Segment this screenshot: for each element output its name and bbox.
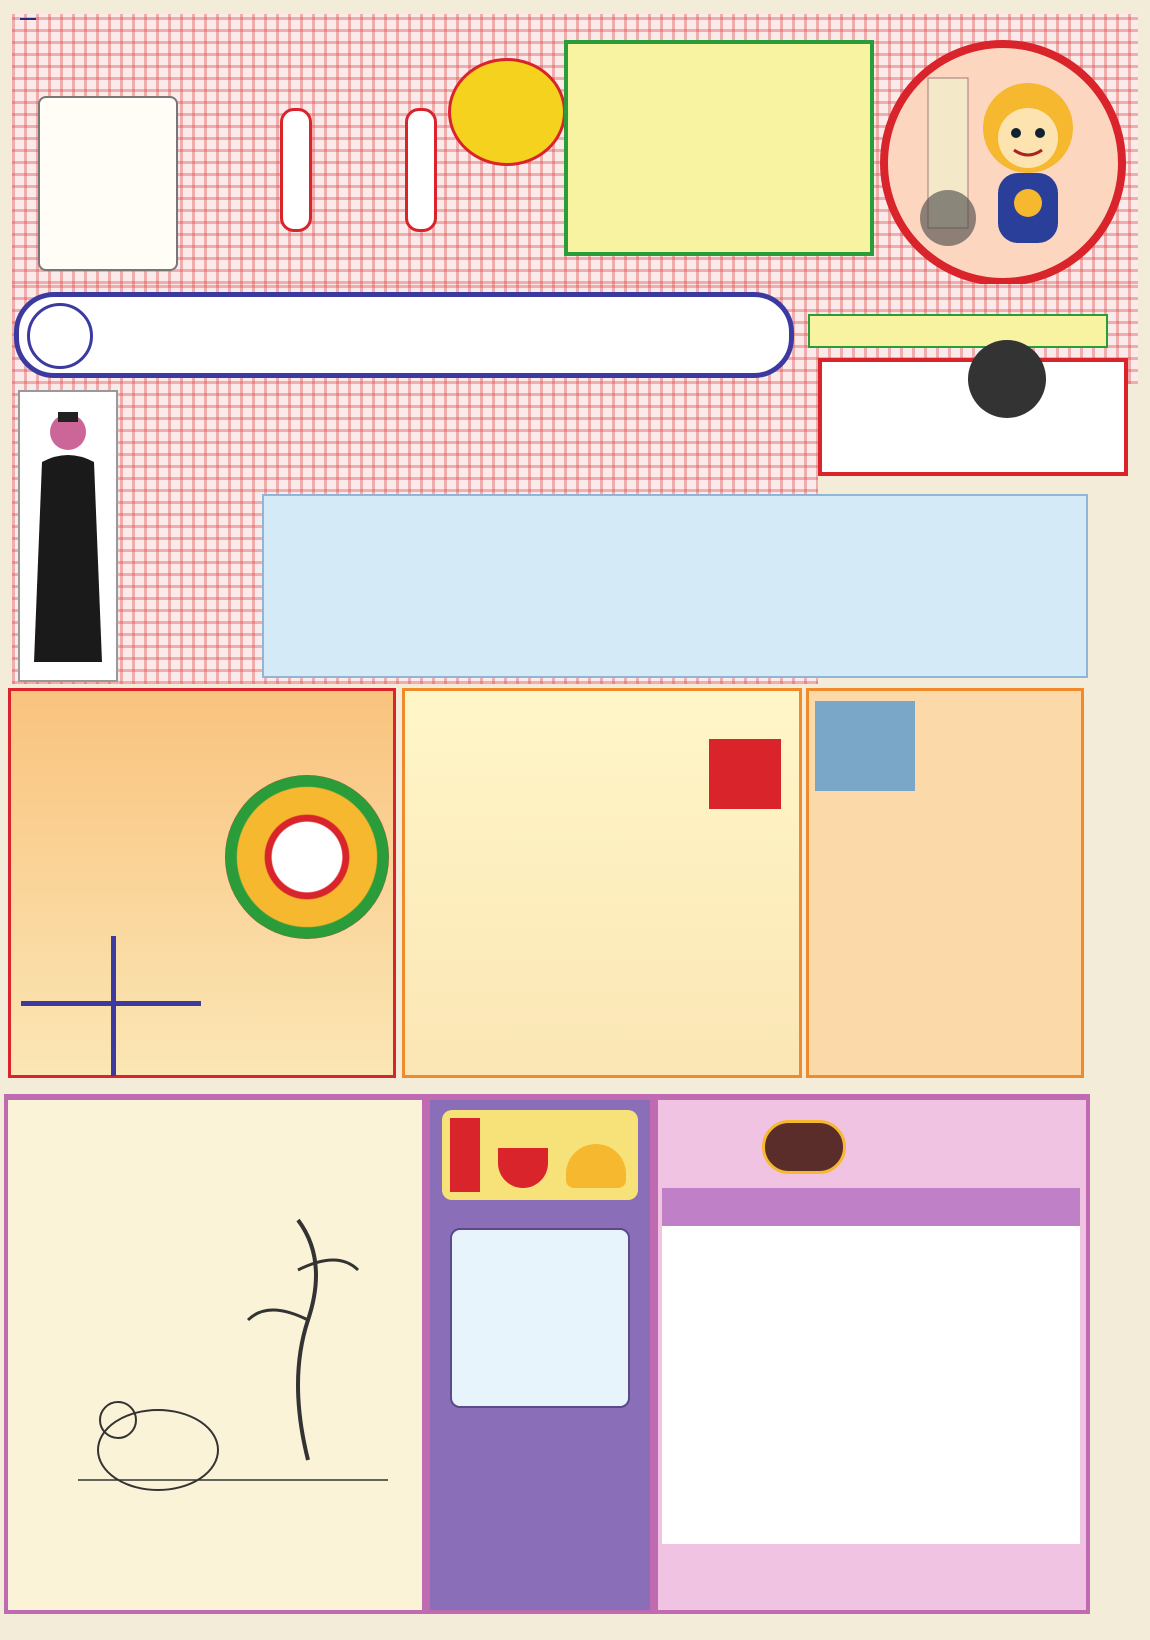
cross-divider-v bbox=[111, 936, 116, 1076]
gold-ingot-icon bbox=[566, 1144, 626, 1188]
treasure-label bbox=[450, 1118, 480, 1192]
wave-badge bbox=[709, 739, 781, 809]
four-zodiac-box bbox=[818, 358, 1128, 476]
treasure-top bbox=[442, 1110, 638, 1200]
date-label bbox=[20, 18, 36, 20]
poem-scroll bbox=[38, 96, 178, 271]
address bbox=[808, 314, 1108, 348]
bagua-wheel bbox=[225, 775, 389, 939]
dragon-panel bbox=[8, 688, 396, 1078]
history-table-bg bbox=[662, 1226, 1080, 1544]
treasure-panel bbox=[430, 1100, 650, 1610]
lhc-logo bbox=[27, 303, 93, 369]
big-title-box bbox=[564, 40, 874, 256]
inside-tip-left bbox=[280, 108, 312, 232]
results-bar bbox=[14, 292, 794, 378]
seek-badge bbox=[815, 701, 915, 791]
daoist-photo bbox=[18, 390, 118, 682]
issue-badge bbox=[448, 58, 566, 166]
treasure-scroll bbox=[450, 1228, 630, 1408]
cross-divider-h bbox=[21, 1001, 201, 1006]
wave-panel bbox=[402, 688, 802, 1078]
tiger-illustration bbox=[8, 1100, 422, 1610]
hit-stamp bbox=[968, 340, 1046, 418]
inside-tip-right bbox=[405, 108, 437, 232]
mascot-circle bbox=[880, 40, 1126, 286]
mascot-illustration bbox=[888, 48, 1118, 278]
history-header bbox=[662, 1188, 1080, 1226]
history-title-num bbox=[762, 1120, 846, 1174]
history-panel bbox=[658, 1100, 1086, 1610]
lucky-bowl bbox=[498, 1148, 548, 1188]
weekly-box bbox=[262, 494, 1088, 678]
right-article-panel bbox=[806, 688, 1084, 1078]
inside-tip-box bbox=[280, 98, 440, 238]
